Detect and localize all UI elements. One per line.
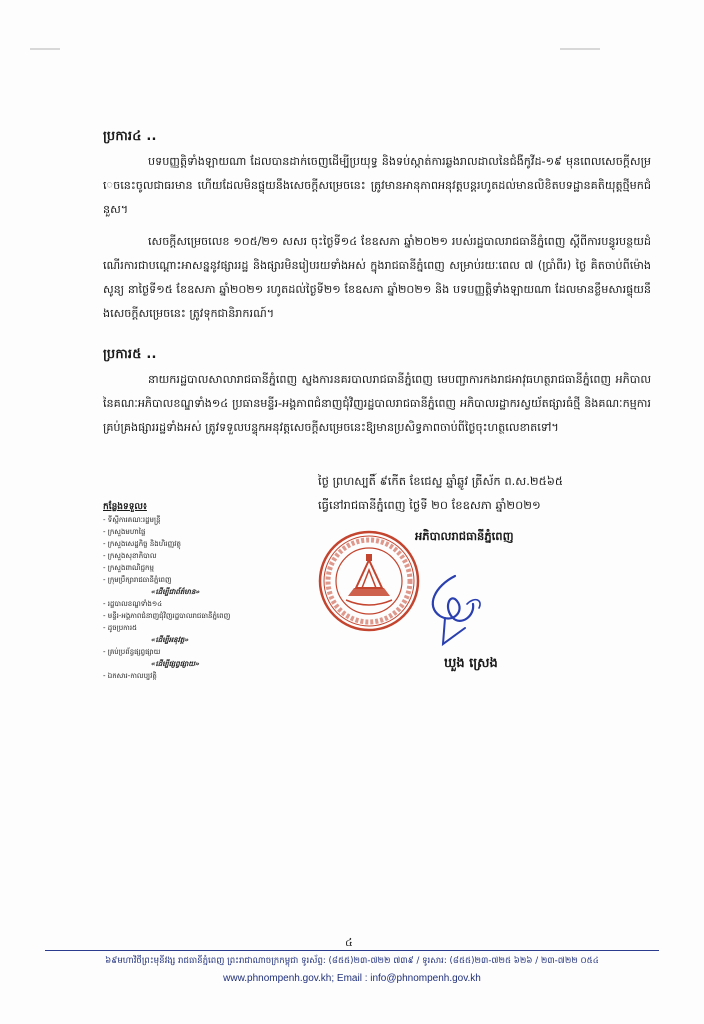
distribution-purpose: «ដើម្បីផ្សព្វផ្សាយ» [151, 660, 200, 668]
distribution-title: កន្លែងទទួល៖ [103, 502, 147, 512]
distribution-item: - ក្រុមប្រឹក្សារាជធានីភ្នំពេញ [103, 576, 172, 584]
footer-web-email: www.phnompenh.gov.kh; Email : info@phnompenh.gov.kh [223, 973, 481, 984]
article-4-paragraph-1: បទបញ្ញត្តិទាំងឡាយណា ដែលបានដាក់ចេញដើម្បីប្រយុទ្ធ និងទប់ស្កាត់ការឆ្លងរាលដាលនៃជំងឺកូវីដ-១៩ មុនពេលសេចក្ដីសម្រេចនេះចូលជាធរមាន ហើយដែលមិនផ្ទុយនឹងសេចក្ដីសម្រេចនេះ ត្រូវមានអានុភាពអនុវត្តបន្តរហូតដល់មានលិខិតបទដ្ឋានគតិយុត្តថ្មីមកជំនួស។ [103, 155, 651, 216]
distribution-item: - ក្រសួងមហាផ្ទៃ [103, 528, 146, 536]
distribution-purpose: «ដើម្បីជាព័ត៌មាន» [151, 588, 200, 596]
lunar-date: ថ្ងៃ ព្រហស្បតិ៍ ៩កើត ខែជេស្ឋ ឆ្នាំឆ្លូវ ត្រីស័ក ព.ស.២៥៦៥ [318, 474, 564, 488]
footer-address: ៦៩មហាវិថីព្រះមុនីវង្ស រាជធានីភ្នំពេញ ព្រះរាជាណាចក្រកម្ពុជា ទូរស័ព្ទ: (៨៥៥)២៣-៧២២ ៧៣៩ / ទូរសារ: (៨៥៥)២៣-៧២៥ ៦២៦ / ២៣-៧២២ ០៥៤ [105, 956, 599, 966]
scan-edge-mark [30, 48, 60, 50]
article-5-paragraph-1: នាយករដ្ឋបាលសាលារាជធានីភ្នំពេញ ស្នងការនគរបាលរាជធានីភ្នំពេញ មេបញ្ជាការកងរាជអាវុធហត្ថរាជធានីភ្នំពេញ អភិបាល នៃគណៈអភិបាលខណ្ឌទាំង១៤ ប្រធានមន្ទីរ-អង្គភាពជំនាញជុំវិញរដ្ឋបាលរាជធានីភ្នំពេញ អភិបាលរដ្ឋាករស្វយ័តផ្សារធំថ្មី និងគណៈកម្មការគ្រប់គ្រងផ្សាររដ្ឋទាំងអស់ ត្រូវទទួលបន្ទុកអនុវត្តសេចក្ដីសម្រេចនេះឱ្យមានប្រសិទ្ធភាពចាប់ពីថ្ងៃចុះហត្ថលេខាតទៅ។ [103, 373, 651, 434]
page-number: ៤ [345, 936, 353, 949]
distribution-item: - គ្រប់ប្រព័ន្ធផ្សព្វផ្សាយ [103, 648, 161, 656]
distribution-item: - ទីស្ដីការគណៈរដ្ឋមន្ត្រី [103, 516, 161, 524]
article-5-title: ប្រការ៥ .. [103, 347, 157, 362]
distribution-item: - ក្រសួងពាណិជ្ជកម្ម [103, 564, 154, 572]
distribution-item: - ឯកសារ-កាលប្បវត្តិ [103, 672, 157, 680]
distribution-item: - ក្រសួងសេដ្ឋកិច្ច និងហិរញ្ញវត្ថុ [103, 540, 181, 548]
solar-date: ធ្វើនៅរាជធានីភ្នំពេញ ថ្ងៃទី ២០ ខែឧសភា ឆ្នាំ២០២១ [318, 498, 541, 512]
article-4-title: ប្រការ៤ .. [103, 129, 157, 144]
signer-name: ឃួង ស្រេង [444, 656, 498, 671]
handwritten-signature-icon [395, 556, 505, 656]
article-4-paragraph-2: សេចក្ដីសម្រេចលេខ ១០៥/២១ សសរ ចុះថ្ងៃទី១៤ ខែឧសភា ឆ្នាំ២០២១ របស់រដ្ឋបាលរាជធានីភ្នំពេញ ស្ដីពីការបន្ធូរបន្ថយដំណើរការជាបណ្ដោះអាសន្ននូវផ្សាររដ្ឋ និងផ្សារមិនរៀបរយទាំងអស់ ក្នុងរាជធានីភ្នំពេញ សម្រាប់រយៈពេល ៧ (ប្រាំពីរ) ថ្ងៃ គិតចាប់ពីម៉ោងសូន្យ នាថ្ងៃទី១៥ ខែឧសភា ឆ្នាំ២០២១ រហូតដល់ថ្ងៃទី២១ ខែឧសភា ឆ្នាំ២០២១ និង បទបញ្ញត្តិទាំងឡាយណា ដែលមានខ្លឹមសារផ្ទុយនឹងសេចក្ដីសម្រេចនេះ ត្រូវទុកជានិរាករណ៍។ [103, 235, 651, 320]
distribution-item: - រដ្ឋបាលខណ្ឌទាំង១៤ [103, 600, 163, 608]
signer-title: អភិបាលរាជធានីភ្នំពេញ [415, 529, 514, 543]
scan-edge-mark [560, 48, 600, 50]
distribution-list [103, 514, 230, 682]
distribution-item: - មន្ទីរ-អង្គភាពជំនាញជុំវិញរដ្ឋបាលរាជធានីភ្នំពេញ [103, 612, 231, 620]
footer-divider [45, 950, 659, 951]
distribution-item: - ដូចប្រការ៥ [103, 624, 138, 632]
distribution-item: - ក្រសួងសុខាភិបាល [103, 552, 157, 560]
distribution-purpose: «ដើម្បីអនុវត្ត» [151, 636, 189, 644]
